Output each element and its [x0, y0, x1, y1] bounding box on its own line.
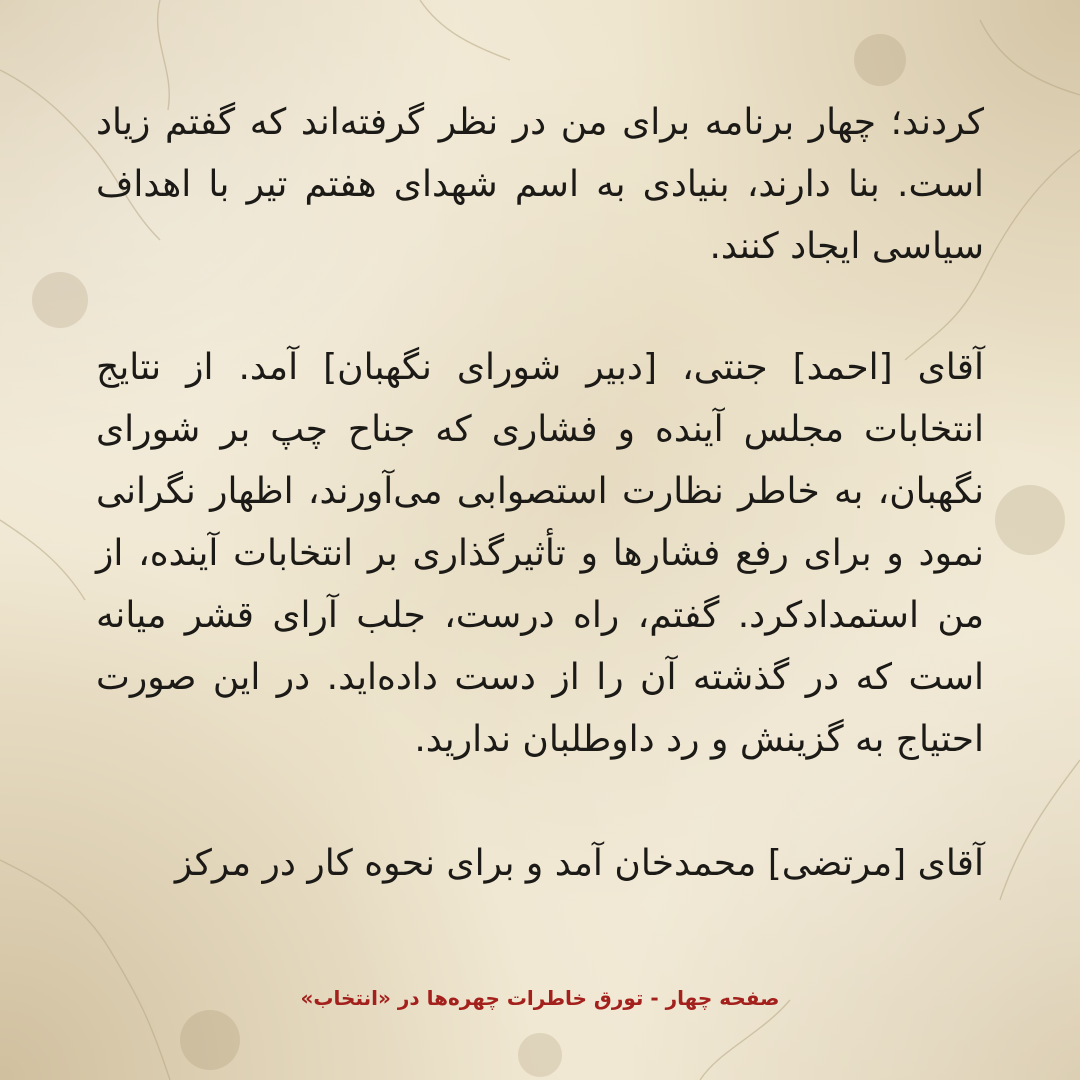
page-footer: صفحه چهار - تورق خاطرات چهره‌ها در «انتخاب»	[300, 986, 780, 1010]
paragraph-3: آقای [مرتضی] محمدخان آمد و برای نحوه کار در مرکز	[174, 843, 984, 884]
paragraph-2: آقای [احمد] جنتی، [دبیر شورای نگهبان] آمد. از نتایج انتخابات مجلس آینده و فشاری که جناح چپ بر شورای نگهبان، به خاطر نظارت استصوابی می‌آورند، اظهار نگرانی نمود و برای رفع فشارها و تأثیرگذاری بر انتخابات آینده، از من استمدادکرد. گفتم، راه درست، جلب آرای قشر میانه است که در گذشته آن را از دست داده‌اید. در این صورت احتیاج به گزینش و رد داوطلبان ندارید.	[96, 347, 984, 760]
page-content	[96, 92, 984, 895]
paragraph-1: کردند؛ چهار برنامه برای من در نظر گرفته‌اند که گفتم زیاد است. بنا دارند، بنیادی به اسم شهدای هفتم تیر با اهداف سیاسی ایجاد کنند.	[96, 102, 984, 267]
